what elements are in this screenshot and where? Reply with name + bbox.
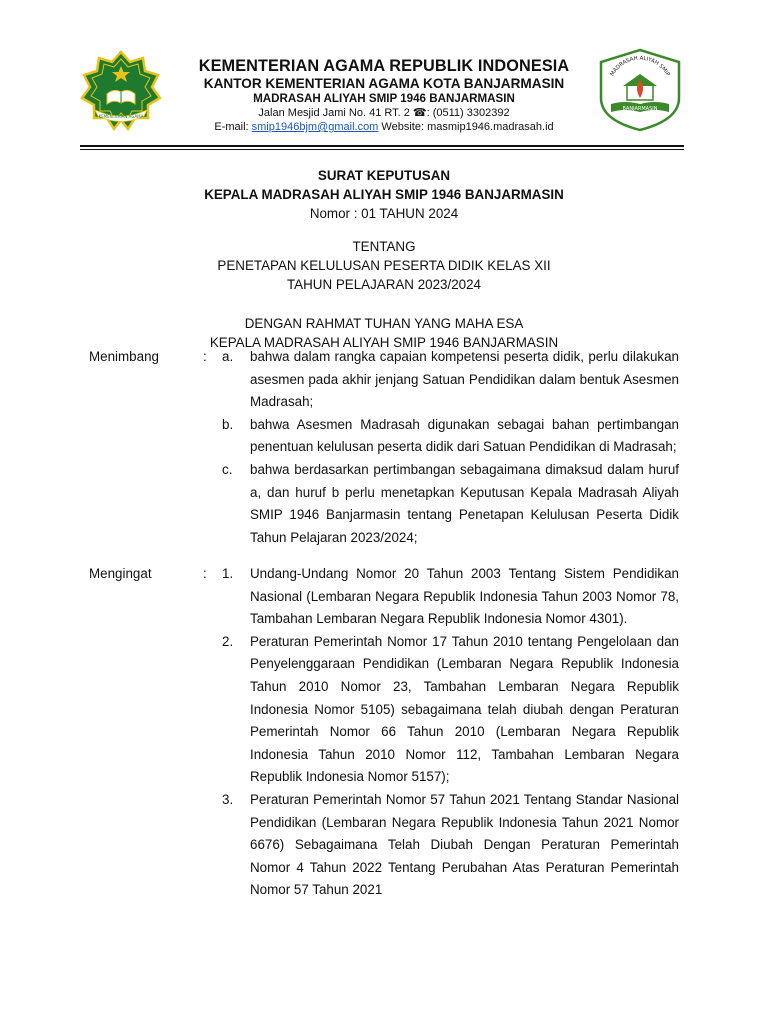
letterhead-address: Jalan Mesjid Jami No. 41 RT. 2 ☎: (0511) 3302392 [258, 107, 510, 119]
email-label: E-mail: [214, 121, 252, 133]
invocation-line2: KEPALA MADRASAH ALIYAH SMIP 1946 BANJARMASIN [209, 335, 559, 350]
invocation-line1: DENGAN RAHMAT TUHAN YANG MAHA ESA [244, 316, 524, 331]
mengingat-item [89, 631, 679, 789]
menimbang-colon: : [203, 349, 207, 364]
item-marker: 3. [222, 791, 234, 807]
decree-title-block [84, 166, 684, 352]
item-marker: c. [222, 461, 233, 477]
menimbang-item [89, 346, 679, 414]
decree-number: Nomor : 01 TAHUN 2024 [309, 206, 459, 221]
letterhead-ministry: KEMENTERIAN AGAMA REPUBLIK INDONESIA [198, 57, 570, 75]
decree-issuer: KEPALA MADRASAH ALIYAH SMIP 1946 BANJARMASIN [204, 187, 564, 202]
decree-subject-line1: PENETAPAN KELULUSAN PESERTA DIDIK KELAS XII [217, 258, 551, 273]
letterhead-contact [170, 120, 598, 134]
school-logo-banner-text: BANJARMASIN [622, 106, 658, 112]
item-text: bahwa berdasarkan pertimbangan sebagaimana dimaksud dalam huruf a, dan huruf b perlu menetapkan Keputusan Kepala Madrasah Aliyah SMIP 1946 Banjarmasin tentang Penetapan Kelulusan Peserta Didik Tahun Pelajaran 2023/2024; [250, 461, 679, 545]
item-marker: 1. [222, 566, 234, 581]
mengingat-colon: : [203, 566, 207, 581]
mengingat-label: Mengingat [89, 566, 152, 581]
menimbang-section [89, 346, 679, 549]
mengingat-section [89, 563, 679, 902]
menimbang-item [89, 459, 679, 549]
item-marker: b. [222, 416, 234, 432]
ministry-emblem-logo [80, 50, 162, 132]
mengingat-item [89, 789, 679, 902]
letterhead-divider-thick [80, 145, 684, 147]
decree-tentang: TENTANG [352, 239, 416, 254]
menimbang-label: Menimbang [89, 349, 159, 364]
mengingat-item [89, 563, 679, 631]
item-marker: 2. [222, 633, 234, 649]
item-text: Undang-Undang Nomor 20 Tahun 2003 Tentang Sistem Pendidikan Nasional (Lembaran Negara Republik Indonesia Tahun 2003 Nomor 78, Tambahan Lembaran Negara Republik Indonesia Nomor 4301). [250, 566, 679, 627]
school-logo-arc-text: MADRASAH ALIYAH SMIP [609, 55, 671, 78]
item-text: bahwa Asesmen Madrasah digunakan sebagai bahan pertimbangan penentuan kelulusan peserta didik dari Satuan Pendidikan di Madrasah; [250, 416, 679, 455]
item-text: bahwa dalam rangka capaian kompetensi peserta didik, perlu dilakukan asesmen pada akhir jenjang Satuan Pendidikan dalam bentuk Asesmen Madrasah; [250, 349, 679, 410]
item-marker: a. [222, 349, 234, 364]
letterhead [170, 57, 598, 134]
decree-subject-line2: TAHUN PELAJARAN 2023/2024 [286, 277, 481, 292]
letterhead-divider-thin [80, 149, 684, 150]
item-text: Peraturan Pemerintah Nomor 17 Tahun 2010 tentang Pengelolaan dan Penyelenggaraan Pendidikan (Lembaran Negara Republik Indonesia Tahun 2010 Nomor 23, Tambahan Lembaran Negara Republik Indonesia Nomor 5105) sebagaimana telah diubah dengan Peraturan Pemerintah Nomor 66 Tahun 2010 (Lembaran Negara Republik Indonesia Tahun 2010 Nomor 112, Tambahan Lembaran Negara Republik Indonesia Nomor 5157); [250, 633, 679, 785]
decree-heading: SURAT KEPUTUSAN [317, 168, 451, 183]
email-link[interactable]: smip1946bjm@gmail.com [251, 121, 379, 133]
school-logo [595, 48, 685, 132]
website-text: Website: masmip1946.madrasah.id [378, 121, 554, 133]
item-text: Peraturan Pemerintah Nomor 57 Tahun 2021 Tentang Standar Nasional Pendidikan (Lembaran Negara Republik Indonesia Tahun 2021 Nomor 6676) Sebagaimana Telah Diubah Dengan Peraturan Pemerintah Nomor 4 Tahun 2022 Tentang Perubahan Atas Peraturan Pemerintah Nomor 57 Tahun 2021 [250, 791, 679, 898]
menimbang-item [89, 414, 679, 459]
letterhead-office: KANTOR KEMENTERIAN AGAMA KOTA BANJARMASIN [203, 76, 565, 91]
letterhead-school: MADRASAH ALIYAH SMIP 1946 BANJARMASIN [253, 92, 515, 105]
ministry-emblem-ribbon-text: KEMENTERIAN AGAMA [98, 114, 144, 119]
